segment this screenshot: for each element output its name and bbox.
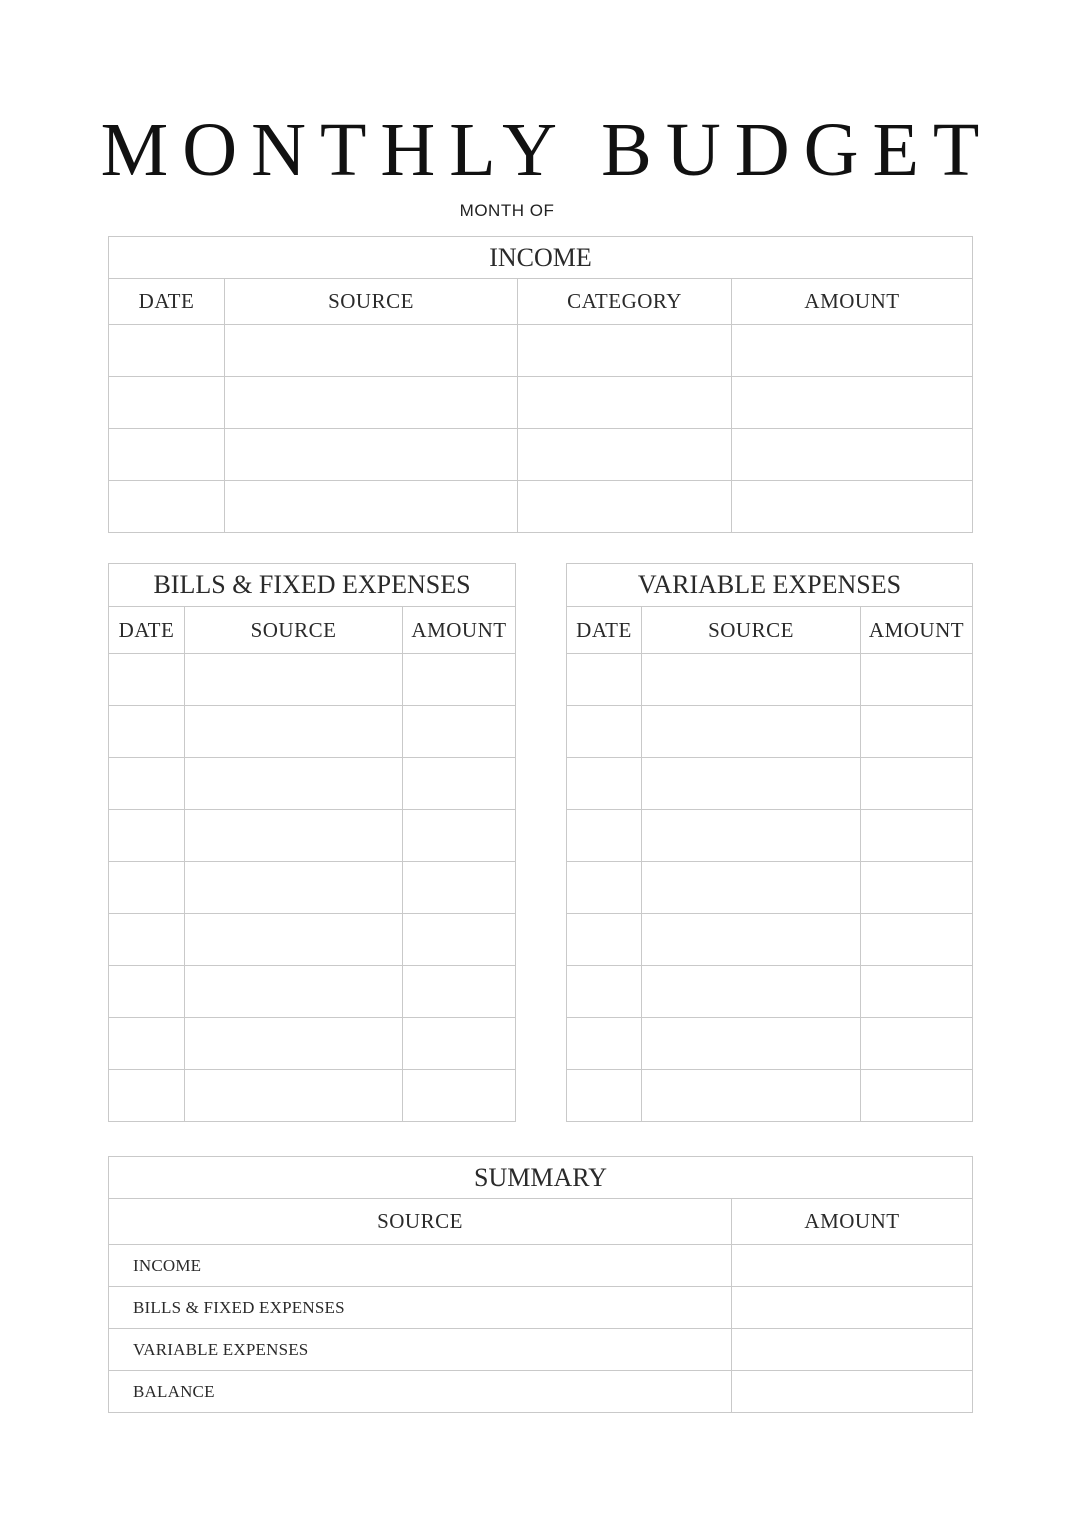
variable-row <box>567 1018 973 1070</box>
income-amount-cell[interactable] <box>732 429 973 481</box>
bills-source-cell[interactable] <box>185 966 403 1018</box>
variable-source-cell[interactable] <box>642 1070 861 1122</box>
bills-header-amount: AMOUNT <box>403 607 516 654</box>
bills-row <box>109 758 516 810</box>
income-amount-cell[interactable] <box>732 377 973 429</box>
variable-table <box>566 563 973 1122</box>
summary-table <box>108 1156 973 1413</box>
bills-source-cell[interactable] <box>185 706 403 758</box>
variable-amount-cell[interactable] <box>861 966 973 1018</box>
bills-amount-cell[interactable] <box>403 914 516 966</box>
bills-row <box>109 1018 516 1070</box>
bills-row <box>109 1070 516 1122</box>
variable-amount-cell[interactable] <box>861 862 973 914</box>
income-row <box>109 377 973 429</box>
bills-source-cell[interactable] <box>185 654 403 706</box>
summary-row-bills <box>109 1287 973 1329</box>
summary-label-income: INCOME <box>109 1245 732 1287</box>
bills-table <box>108 563 516 1122</box>
variable-source-cell[interactable] <box>642 654 861 706</box>
bills-amount-cell[interactable] <box>403 758 516 810</box>
income-amount-cell[interactable] <box>732 325 973 377</box>
variable-row <box>567 862 973 914</box>
bills-source-cell[interactable] <box>185 1070 403 1122</box>
variable-date-cell[interactable] <box>567 1018 642 1070</box>
bills-date-cell[interactable] <box>109 966 185 1018</box>
income-category-cell[interactable] <box>518 429 732 481</box>
variable-source-cell[interactable] <box>642 966 861 1018</box>
income-category-cell[interactable] <box>518 325 732 377</box>
variable-amount-cell[interactable] <box>861 810 973 862</box>
variable-row <box>567 966 973 1018</box>
variable-date-cell[interactable] <box>567 862 642 914</box>
income-source-cell[interactable] <box>225 325 518 377</box>
variable-section-title: VARIABLE EXPENSES <box>567 564 973 607</box>
variable-source-cell[interactable] <box>642 914 861 966</box>
income-source-cell[interactable] <box>225 429 518 481</box>
variable-source-cell[interactable] <box>642 706 861 758</box>
variable-source-cell[interactable] <box>642 862 861 914</box>
income-row <box>109 325 973 377</box>
variable-row <box>567 810 973 862</box>
variable-row <box>567 706 973 758</box>
income-date-cell[interactable] <box>109 429 225 481</box>
bills-date-cell[interactable] <box>109 706 185 758</box>
variable-header-date: DATE <box>567 607 642 654</box>
variable-date-cell[interactable] <box>567 654 642 706</box>
variable-source-cell[interactable] <box>642 810 861 862</box>
income-row <box>109 429 973 481</box>
bills-amount-cell[interactable] <box>403 706 516 758</box>
income-header-amount: AMOUNT <box>732 279 973 325</box>
bills-date-cell[interactable] <box>109 1018 185 1070</box>
income-row <box>109 481 973 533</box>
income-category-cell[interactable] <box>518 377 732 429</box>
income-date-cell[interactable] <box>109 481 225 533</box>
bills-amount-cell[interactable] <box>403 1070 516 1122</box>
variable-date-cell[interactable] <box>567 810 642 862</box>
variable-amount-cell[interactable] <box>861 758 973 810</box>
summary-row-income <box>109 1245 973 1287</box>
bills-row <box>109 654 516 706</box>
bills-row <box>109 810 516 862</box>
bills-source-cell[interactable] <box>185 810 403 862</box>
variable-amount-cell[interactable] <box>861 706 973 758</box>
variable-amount-cell[interactable] <box>861 914 973 966</box>
summary-amount-cell[interactable] <box>732 1371 973 1413</box>
bills-source-cell[interactable] <box>185 914 403 966</box>
bills-source-cell[interactable] <box>185 758 403 810</box>
bills-amount-cell[interactable] <box>403 966 516 1018</box>
bills-row <box>109 966 516 1018</box>
bills-date-cell[interactable] <box>109 1070 185 1122</box>
variable-row <box>567 654 973 706</box>
variable-date-cell[interactable] <box>567 914 642 966</box>
income-table <box>108 236 973 533</box>
income-category-cell[interactable] <box>518 481 732 533</box>
variable-amount-cell[interactable] <box>861 1018 973 1070</box>
bills-header-date: DATE <box>109 607 185 654</box>
summary-header-source: SOURCE <box>109 1199 732 1245</box>
variable-date-cell[interactable] <box>567 1070 642 1122</box>
income-section-title: INCOME <box>109 237 973 279</box>
summary-amount-cell[interactable] <box>732 1329 973 1371</box>
variable-source-cell[interactable] <box>642 1018 861 1070</box>
variable-header-amount: AMOUNT <box>861 607 973 654</box>
summary-header-amount: AMOUNT <box>732 1199 973 1245</box>
income-source-cell[interactable] <box>225 377 518 429</box>
bills-header-source: SOURCE <box>185 607 403 654</box>
income-date-cell[interactable] <box>109 325 225 377</box>
bills-date-cell[interactable] <box>109 914 185 966</box>
summary-amount-cell[interactable] <box>732 1287 973 1329</box>
variable-row <box>567 758 973 810</box>
summary-label-balance: BALANCE <box>109 1371 732 1413</box>
income-header-source: SOURCE <box>225 279 518 325</box>
summary-amount-cell[interactable] <box>732 1245 973 1287</box>
income-date-cell[interactable] <box>109 377 225 429</box>
summary-label-variable: VARIABLE EXPENSES <box>109 1329 732 1371</box>
bills-row <box>109 914 516 966</box>
income-source-cell[interactable] <box>225 481 518 533</box>
page-title: MONTHLY BUDGET <box>100 108 994 192</box>
bills-date-cell[interactable] <box>109 810 185 862</box>
bills-section-title: BILLS & FIXED EXPENSES <box>109 564 516 607</box>
bills-source-cell[interactable] <box>185 862 403 914</box>
summary-row-balance <box>109 1371 973 1413</box>
bills-row <box>109 706 516 758</box>
summary-row-variable <box>109 1329 973 1371</box>
variable-date-cell[interactable] <box>567 758 642 810</box>
bills-amount-cell[interactable] <box>403 810 516 862</box>
bills-row <box>109 862 516 914</box>
summary-label-bills: BILLS & FIXED EXPENSES <box>109 1287 732 1329</box>
variable-source-cell[interactable] <box>642 758 861 810</box>
income-amount-cell[interactable] <box>732 481 973 533</box>
bills-date-cell[interactable] <box>109 758 185 810</box>
bills-date-cell[interactable] <box>109 862 185 914</box>
variable-date-cell[interactable] <box>567 966 642 1018</box>
bills-amount-cell[interactable] <box>403 654 516 706</box>
income-header-category: CATEGORY <box>518 279 732 325</box>
variable-row <box>567 1070 973 1122</box>
bills-amount-cell[interactable] <box>403 862 516 914</box>
variable-amount-cell[interactable] <box>861 1070 973 1122</box>
summary-section-title: SUMMARY <box>109 1157 973 1199</box>
income-header-date: DATE <box>109 279 225 325</box>
bills-date-cell[interactable] <box>109 654 185 706</box>
bills-source-cell[interactable] <box>185 1018 403 1070</box>
variable-row <box>567 914 973 966</box>
variable-header-source: SOURCE <box>642 607 861 654</box>
bills-amount-cell[interactable] <box>403 1018 516 1070</box>
variable-date-cell[interactable] <box>567 706 642 758</box>
month-of-label: MONTH OF <box>459 201 555 220</box>
variable-amount-cell[interactable] <box>861 654 973 706</box>
